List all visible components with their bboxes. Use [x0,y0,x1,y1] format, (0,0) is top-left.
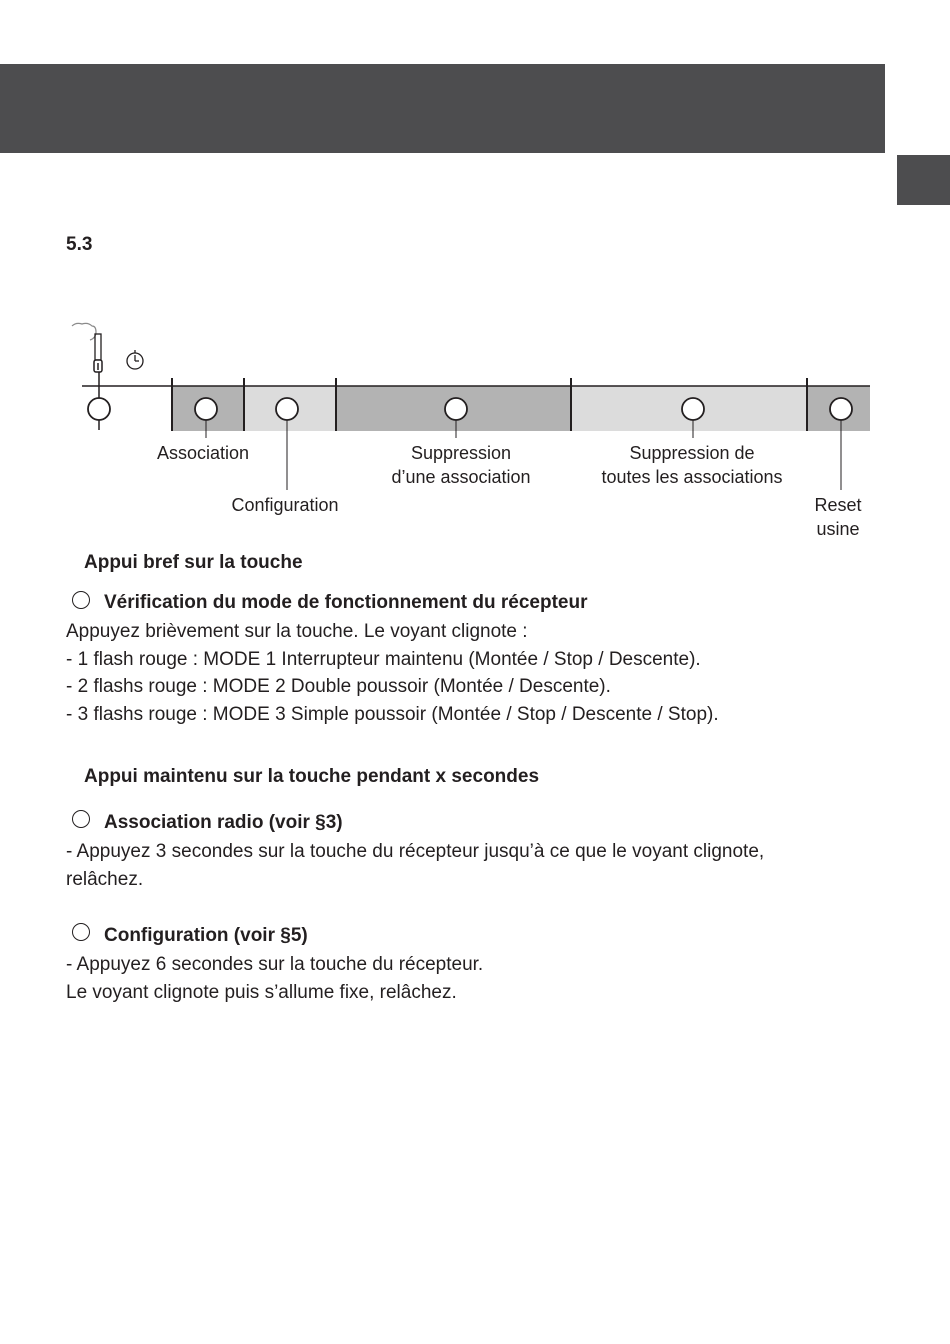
timeline-diagram [0,320,950,450]
association-title: Association radio (voir §3) [104,812,343,833]
led-association-icon [195,398,217,420]
header-bar [0,64,885,153]
label-configuration: Configuration [231,495,339,515]
long-press-heading: Appui maintenu sur la touche pendant x secondes [84,766,540,787]
short-press-title: Vérification du mode de fonctionnement du récepteur [104,592,588,613]
led-circle-icon [72,810,90,828]
led-suppression-all-icon [682,398,704,420]
section-number: 5.3 [66,234,93,255]
short-press-heading: Appui bref sur la touche [84,552,303,573]
configuration-body: - Appuyez 6 secondes sur la touche du récepteur. Le voyant clignote puis s’allume fixe, relâchez. [66,954,484,1003]
led-circle-icon [72,591,90,609]
press-hand-icon [72,323,102,372]
label-suppression-all: Suppression de toutes les associations [601,443,783,487]
configuration-title: Configuration (voir §5) [104,925,308,946]
led-configuration-icon [276,398,298,420]
label-association: Association [156,443,250,463]
short-press-body: Appuyez brièvement sur la touche. Le voyant clignote : - 1 flash rouge : MODE 1 Interrupteur maintenu (Montée / Stop / Descente). - 2 flashs rouge : MODE 2 Double poussoir (Montée / Descente). - 3 flashs rouge : MODE 3 Simple poussoir (Montée / Stop / Descente / Stop). [66,621,719,725]
led-suppression-one-icon [445,398,467,420]
led-reset-icon [830,398,852,420]
clock-icon [127,350,143,369]
start-led-icon [88,398,110,420]
led-circle-icon [72,923,90,941]
side-tab [897,155,950,205]
label-reset: Reset usine [814,495,862,539]
label-suppression-one: Suppression d’une association [391,443,531,487]
association-body: - Appuyez 3 secondes sur la touche du récepteur jusqu’à ce que le voyant clignote, relâchez. [66,841,765,890]
